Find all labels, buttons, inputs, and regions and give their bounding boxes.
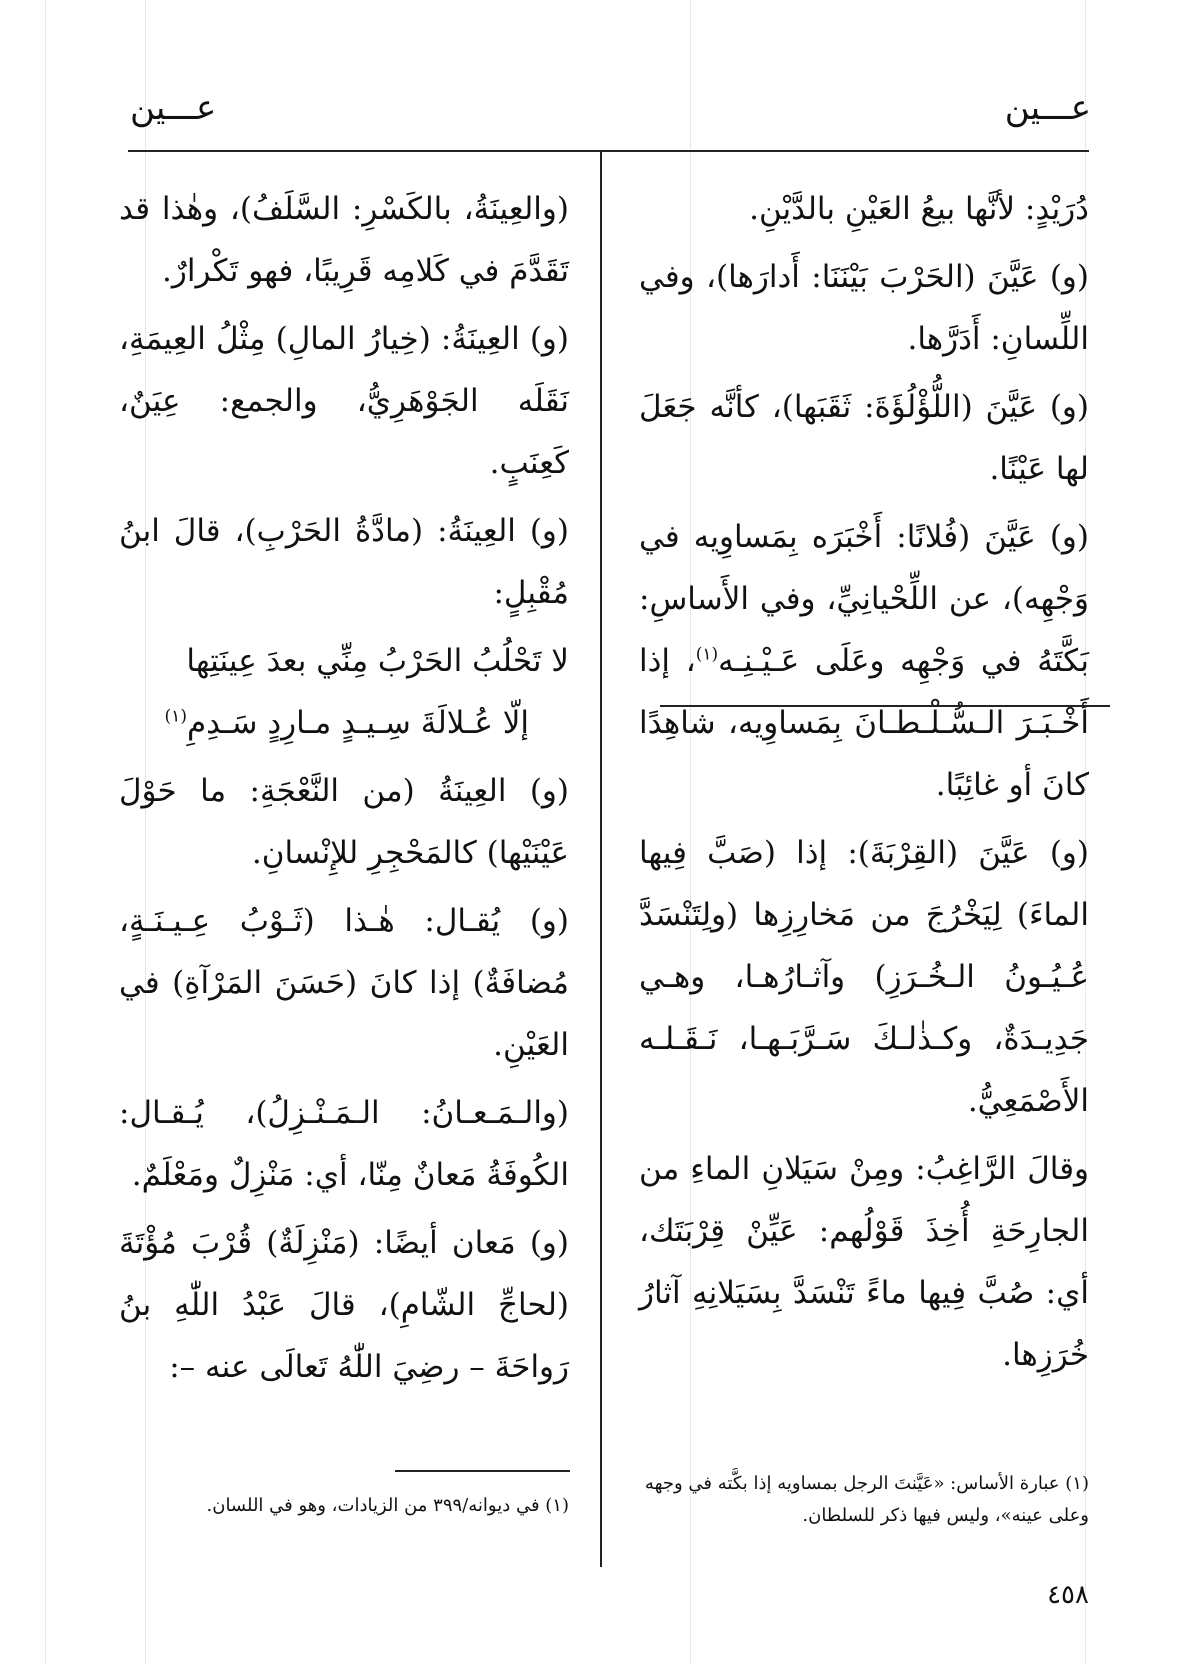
verse-line-2: [119, 692, 569, 754]
paragraph: [639, 506, 1089, 816]
paragraph: (و) عَيَّنَ (اللُّؤْلُؤَةَ: ثَقَبَها)، كأنَّه جَعَلَ لها عَيْنًا.: [639, 389, 1089, 487]
left-column: [119, 178, 569, 1404]
right-column: [639, 178, 1089, 1392]
verse-line-1: لا تَحْلُبُ الحَرْبُ مِنِّي بعدَ عِينَتِها: [186, 643, 569, 679]
paragraph: (و) عَيَّنَ (الحَرْبَ بَيْنَنَا: أَدارَها)، وفي اللِّسانِ: أَدَرَّها.: [639, 259, 1089, 357]
paragraph: دُرَيْدٍ: لأنَّها بيعُ العَيْنِ بالدَّيْنِ.: [749, 191, 1089, 227]
paragraph-text: (و) عَيَّنَ (فُلانًا: أَخْبَرَه بِمَساوِيه في وَجْهِه)، عن اللِّحْيانِيِّ، وفي الأَساسِ: بَكَّتَهُ في وَجْهِه وعَلَى عَـيْـنِـه: [639, 519, 1089, 679]
footnote-rule-right: [660, 705, 1110, 707]
footnote-marker[interactable]: (١): [695, 644, 719, 665]
paragraph: (والـمَـعـانُ: الـمَـنْـزِلُ)، يُـقـال: الكُوفَةُ مَعانٌ مِنّا، أي: مَنْزِلٌ ومَعْلَمٌ.: [119, 1095, 569, 1193]
verse: [119, 630, 569, 754]
paragraph: (والعِينَةُ، بالكَسْرِ: السَّلَفُ)، وهٰذا قد تَقَدَّمَ في كَلامِه قَرِيبًا، فهو تَكْرارٌ.: [119, 191, 569, 289]
paragraph: (و) العِينَةُ: (مادَّةُ الحَرْبِ)، قالَ ابنُ مُقْبِلٍ:: [119, 513, 569, 611]
paragraph-text: ، إذا أَخْـبَـرَ الـسُّـلْـطـانَ بِمَساوِيه، شاهِدًا كانَ أو غائِبًا.: [639, 643, 1089, 803]
paragraph: (و) العِينَةُ: (خِيارُ المالِ) مِثْلُ العِيمَةِ، نَقَلَه الجَوْهَرِيُّ، والجمع: عِيَنٌ، كَعِنَبٍ.: [119, 321, 569, 481]
paragraph: (و) عَيَّنَ (القِرْبَةَ): إذا (صَبَّ فِيها الماءَ) لِيَخْرُجَ من مَخارِزِها (ولِتَنْسَدَّ عُـيُـونُ الـخُـرَزِ) وآثـارُهـا، وهـي جَدِيـدَةٌ، وكـذٰلـكَ سَـرَّبَـهـا، نَـقَـلـه الأَصْمَعِيُّ.: [639, 835, 1089, 1119]
footnote-left: (١) في ديوانه/٣٩٩ من الزيادات، وهو في اللسان.: [206, 1495, 569, 1516]
scan-guide-line: [45, 0, 46, 1663]
footnote-right: (١) عبارة الأساس: «عَيَّنتَ الرجل بمساويه إذا بكَّته في وجهه وعلى عينه»، وليس فيها ذكر للسلطان.: [644, 1473, 1089, 1526]
paragraph: (و) العِينَةُ (من النَّعْجَةِ: ما حَوْلَ عَيْنَيْها) كالمَحْجِرِ للإِنْسانِ.: [119, 773, 569, 871]
paragraph: وقالَ الرَّاغِبُ: ومِنْ سَيَلانِ الماءِ من الجارِحَةِ أُخِذَ قَوْلُهم: عَيِّنْ قِرْبَتَك، أي: صُبَّ فِيها ماءً تَنْسَدَّ بِسَيَلانِهِ آثارُ خُرَزِها.: [639, 1151, 1089, 1373]
verse-text: إلّا عُـلالَةَ سِـيـدٍ مـارِدٍ سَـدِمِ: [186, 705, 529, 741]
page-number: ٤٥٨: [1047, 1580, 1089, 1610]
footnote-marker[interactable]: (١): [164, 706, 187, 727]
paragraph: (و) يُقـال: هٰـذا (ثَـوْبُ عِـيـنَـةٍ، مُضافَةٌ) إذا كانَ (حَسَنَ المَرْآةِ) في العَيْنِ.: [119, 903, 569, 1063]
paragraph: (و) مَعان أيضًا: (مَنْزِلَةٌ) قُرْبَ مُؤْتَةَ (لحاجِّ الشّامِ)، قالَ عَبْدُ اللّٰهِ بنُ رَواحَةَ – رضِيَ اللّٰهُ تَعالَى عنه –:: [119, 1225, 569, 1385]
running-header-right: عـــين: [1004, 88, 1091, 128]
column-divider: [600, 152, 602, 1567]
header-rule: [128, 150, 1089, 152]
running-header-left: عـــين: [130, 88, 217, 128]
footnote-rule-left: [395, 1470, 570, 1472]
